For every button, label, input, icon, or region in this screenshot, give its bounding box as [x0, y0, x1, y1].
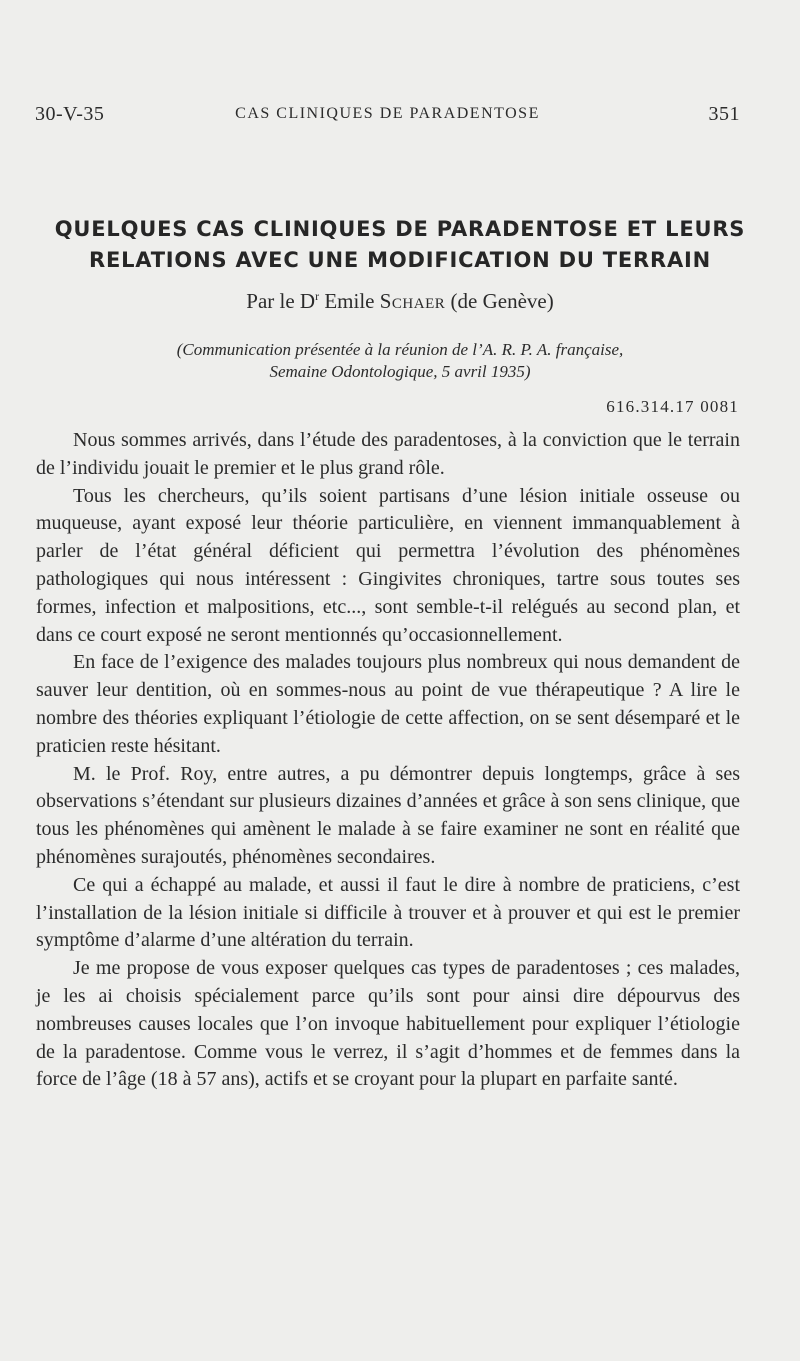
paragraph: Je me propose de vous exposer quelques cas types de paradentoses ; ces malades, je les ai choisis spécialement parce qu’ils sont pour ainsi dire dépourvus des nombreuses causes locales que l’on invoque habituellement pour expliquer l’étiologie de la paradentose. Comme vous le verrez, il s’agit d’hommes et de femmes dans la force de l’âge (18 à 57 ans), actifs et se croyant pour la plupart en parfaite santé.	[36, 957, 740, 1091]
title-line-2: RELATIONS AVEC UNE MODIFICATION DU TERRAIN	[88, 248, 712, 272]
classification-code: 616.314.17 0081	[606, 397, 739, 416]
header-date: 30-V-35	[35, 103, 105, 125]
page-number: 351	[708, 103, 740, 125]
author-last-name: Schaer	[379, 289, 446, 313]
author-line	[0, 289, 800, 314]
running-header	[35, 103, 740, 131]
article-title	[30, 214, 770, 276]
communication-line-1: (Communication présentée à la réunion de l’A. R. P. A. française,	[176, 340, 624, 359]
paragraph: En face de l’exigence des malades toujours plus nombreux qui nous demandent de sauver leur dentition, où en sommes-nous au point de vue thérapeutique ? A lire le nombre des théories expliquant l’étiologie de cette affection, on se sent désemparé et le praticien reste hésitant.	[36, 651, 740, 757]
paragraph: Ce qui a échappé au malade, et aussi il faut le dire à nombre de praticiens, c’est l’installation de la lésion initiale si difficile à trouver et à prouver et qui est le premier symptôme d’alarme d’une altération du terrain.	[36, 873, 740, 952]
author-first-name: Emile	[319, 289, 380, 313]
author-prefix: Par le D	[246, 289, 316, 313]
article-body	[36, 427, 740, 1094]
paragraph: Tous les chercheurs, qu’ils soient partisans d’une lésion initiale osseuse ou muqueuse, ayant exposé leur théorie particulière, en viennent immanquablement à parler de l’état général déficient qui permettra l’évolution des phénomènes pathologiques qui nous intéressent : Gingivites chroniques, tartre sous toutes ses formes, infection et malpositions, etc..., sont semble-t-il relégués au second plan, et dans ce court exposé ne seront mentionnés qu’occasionnellement.	[36, 484, 740, 646]
author-title-sup: r	[315, 289, 320, 303]
header-running-title: CAS CLINIQUES DE PARADENTOSE	[235, 105, 540, 122]
title-line-1: QUELQUES CAS CLINIQUES DE PARADENTOSE ET LEURS	[54, 217, 746, 241]
paragraph: M. le Prof. Roy, entre autres, a pu démontrer depuis longtemps, grâce à ses observations s’étendant sur plusieurs dizaines d’années et grâce à son sens clinique, que tous les phénomènes qui amènent le malade à se faire examiner ne sont en réalité que phénomènes surajoutés, phénomènes secondaires.	[36, 762, 740, 868]
communication-line-2: Semaine Odontologique, 5 avril 1935)	[269, 362, 531, 381]
paragraph: Nous sommes arrivés, dans l’étude des paradentoses, à la conviction que le terrain de l’individu jouait le premier et le plus grand rôle.	[36, 429, 740, 479]
author-affiliation: (de Genève)	[445, 289, 554, 313]
communication-note	[40, 339, 760, 383]
